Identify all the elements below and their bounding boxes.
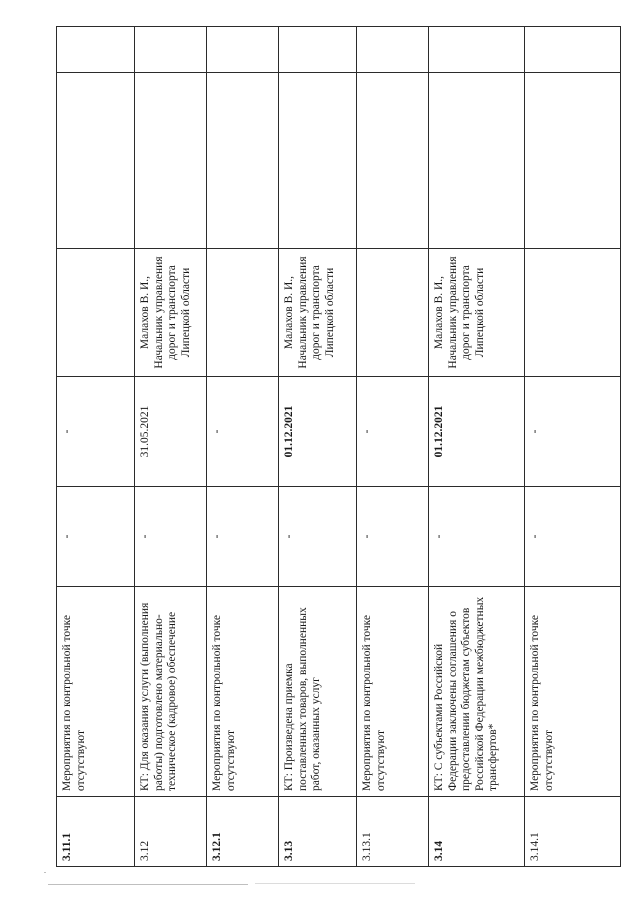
- row-result: [357, 73, 429, 249]
- row-responsible: [207, 249, 279, 377]
- row-note: [135, 27, 207, 73]
- row-responsible: Малахов В. И., Начальник управления дорог и транспорта Липецкой области: [279, 249, 357, 377]
- table-row: [429, 27, 525, 867]
- row-name: Мероприятия по контрольной точке отсутствуют: [57, 587, 135, 797]
- row-end-date: -: [57, 377, 135, 487]
- row-name: КТ: Произведена приемка поставленных товаров, выполненных работ, оказанных услуг: [279, 587, 357, 797]
- row-start-date: -: [279, 487, 357, 587]
- table-row: [207, 27, 279, 867]
- table-row: [279, 27, 357, 867]
- row-number: 3.14.1: [525, 797, 621, 867]
- table-body: [57, 27, 621, 867]
- table-row: [135, 27, 207, 867]
- row-end-date: -: [207, 377, 279, 487]
- row-result: [57, 73, 135, 249]
- scan-line: [44, 872, 46, 873]
- row-start-date: -: [207, 487, 279, 587]
- row-result: [429, 73, 525, 249]
- row-number: 3.12.1: [207, 797, 279, 867]
- row-result: [135, 73, 207, 249]
- table-row: [525, 27, 621, 867]
- row-name: Мероприятия по контрольной точке отсутствуют: [357, 587, 429, 797]
- row-start-date: -: [429, 487, 525, 587]
- row-number: 3.11.1: [57, 797, 135, 867]
- row-name: КТ: Для оказания услуги (выполнения работы) подготовлено материально-техническое (кадровое) обеспечение: [135, 587, 207, 797]
- table-row: [57, 27, 135, 867]
- row-end-date: 01.12.2021: [279, 377, 357, 487]
- row-number: 3.14: [429, 797, 525, 867]
- row-end-date: -: [357, 377, 429, 487]
- row-name: Мероприятия по контрольной точке отсутствуют: [207, 587, 279, 797]
- row-end-date: 01.12.2021: [429, 377, 525, 487]
- row-end-date: -: [525, 377, 621, 487]
- row-end-date: 31.05.2021: [135, 377, 207, 487]
- row-result: [525, 73, 621, 249]
- row-responsible: [525, 249, 621, 377]
- row-note: [525, 27, 621, 73]
- row-name: Мероприятия по контрольной точке отсутствуют: [525, 587, 621, 797]
- row-note: [57, 27, 135, 73]
- row-result: [207, 73, 279, 249]
- row-responsible: Малахов В. И., Начальник управления дорог и транспорта Липецкой области: [135, 249, 207, 377]
- row-start-date: -: [525, 487, 621, 587]
- row-start-date: -: [135, 487, 207, 587]
- row-result: [279, 73, 357, 249]
- row-note: [279, 27, 357, 73]
- rotated-page: [56, 27, 620, 867]
- row-note: [207, 27, 279, 73]
- row-note: [429, 27, 525, 73]
- table-row: [357, 27, 429, 867]
- row-name: КТ: С субъектами Российской Федерации заключены соглашения о предоставлении бюджетам субъектов Российской Федерации межбюджетных трансфертов*: [429, 587, 525, 797]
- scan-line: [255, 883, 415, 884]
- scan-line: [48, 884, 248, 885]
- row-responsible: [57, 249, 135, 377]
- row-start-date: -: [357, 487, 429, 587]
- row-note: [357, 27, 429, 73]
- row-number: 3.13.1: [357, 797, 429, 867]
- row-start-date: -: [57, 487, 135, 587]
- row-number: 3.13: [279, 797, 357, 867]
- row-responsible: [357, 249, 429, 377]
- row-responsible: Малахов В. И., Начальник управления дорог и транспорта Липецкой области: [429, 249, 525, 377]
- control-points-table: [56, 26, 621, 867]
- row-number: 3.12: [135, 797, 207, 867]
